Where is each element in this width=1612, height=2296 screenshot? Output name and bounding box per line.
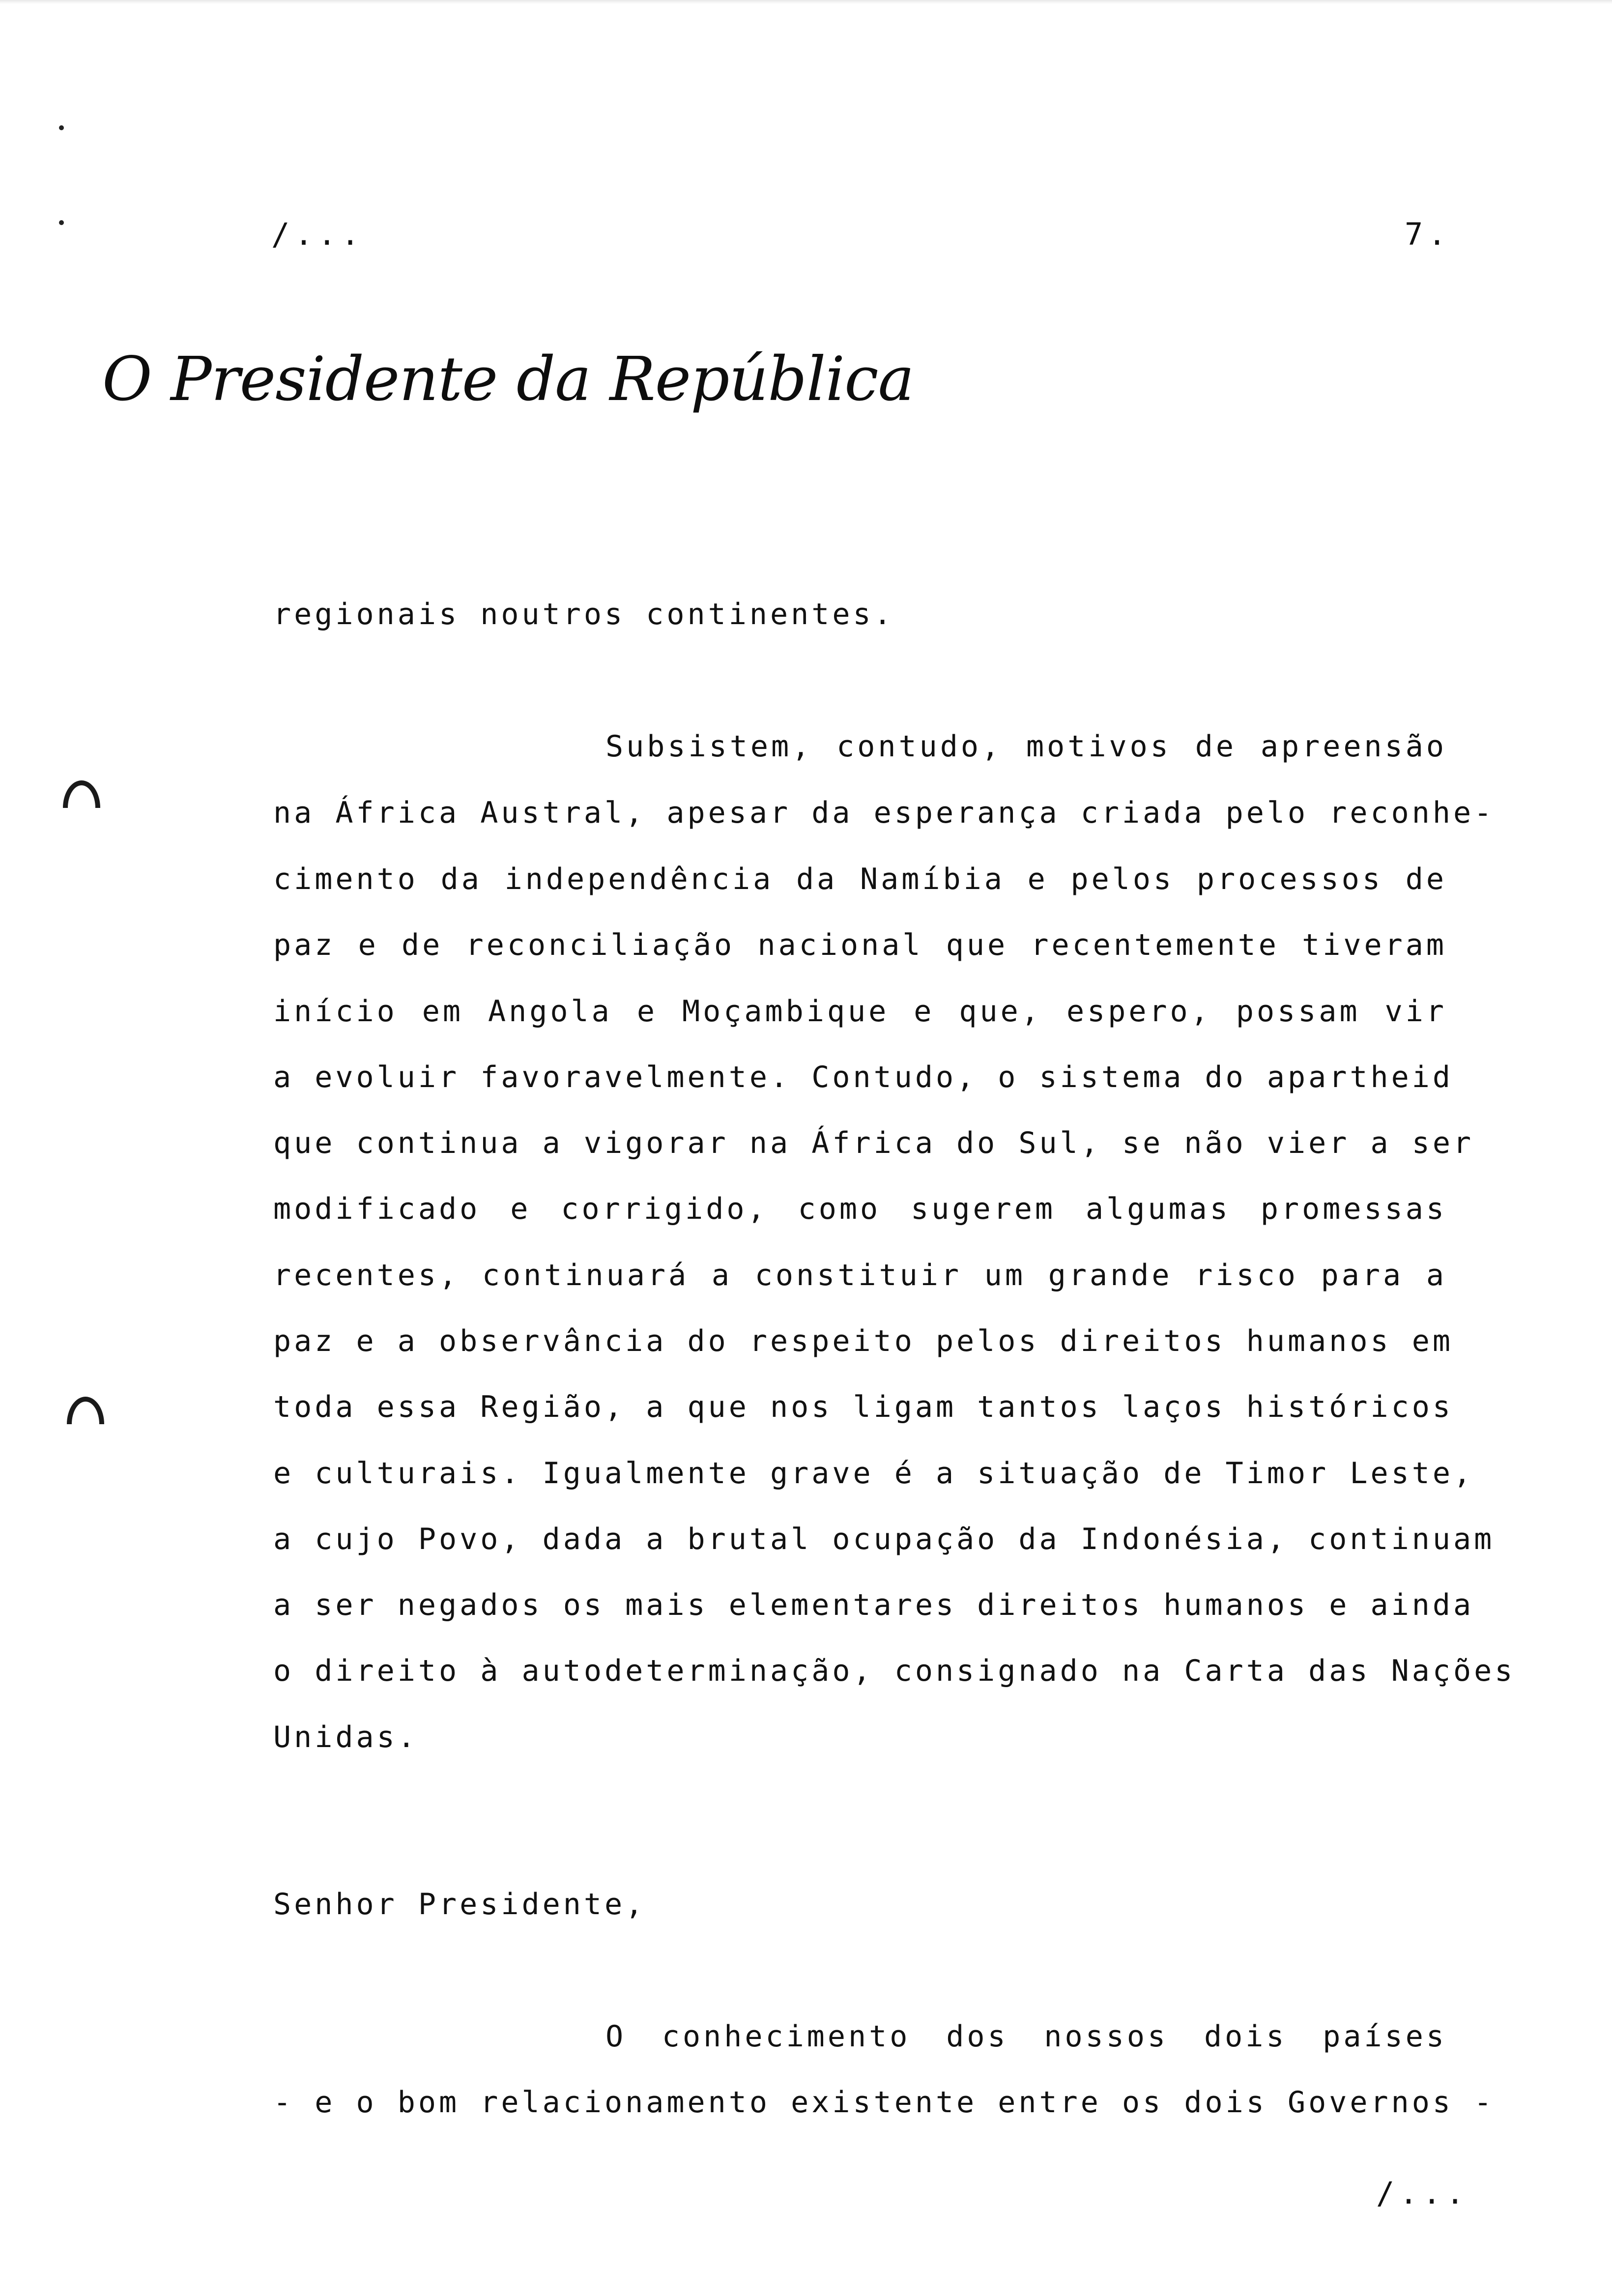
- body-line: que continua a vigorar na África do Sul, se não vier a ser: [273, 1126, 1474, 1160]
- footer-continued-marker: /...: [1376, 2175, 1469, 2211]
- body-line: início em Angola e Moçambique e que, espero, possam vir: [273, 994, 1447, 1029]
- scan-speck: [59, 125, 64, 130]
- body-line: paz e a observância do respeito pelos direitos humanos em: [273, 1324, 1454, 1358]
- body-line: O conhecimento dos nossos dois países: [605, 2019, 1447, 2054]
- salutation: Senhor Presidente,: [273, 1887, 646, 1922]
- page-continued-marker: /...: [271, 216, 365, 252]
- letterhead: O Presidente da República: [102, 344, 914, 415]
- body-line: toda essa Região, a que nos ligam tantos laços históricos: [273, 1390, 1454, 1424]
- body-line: a cujo Povo, dada a brutal ocupação da Indonésia, continuam: [273, 1522, 1495, 1556]
- body-line: a evoluir favoravelmente. Contudo, o sistema do apartheid: [273, 1060, 1454, 1094]
- body-line: modificado e corrigido, como sugerem algumas promessas: [273, 1192, 1447, 1226]
- punch-hole-mark: [63, 780, 100, 808]
- body-line: e culturais. Igualmente grave é a situação de Timor Leste,: [273, 1456, 1474, 1491]
- scan-top-edge: [0, 0, 1612, 4]
- body-line: paz e de reconciliação nacional que recentemente tiveram: [273, 928, 1447, 962]
- body-line: na África Austral, apesar da esperança criada pelo reconhe-: [273, 796, 1495, 830]
- body-line: Subsistem, contudo, motivos de apreensão: [605, 729, 1447, 764]
- body-line: recentes, continuará a constituir um grande risco para a: [273, 1258, 1447, 1292]
- body-line: a ser negados os mais elementares direitos humanos e ainda: [273, 1588, 1474, 1622]
- body-line: - e o bom relacionamento existente entre os dois Governos -: [273, 2085, 1495, 2120]
- punch-hole-mark: [67, 1397, 104, 1424]
- body-line: Unidas.: [273, 1720, 418, 1754]
- body-line: regionais noutros continentes.: [273, 597, 894, 631]
- body-line: cimento da independência da Namíbia e pelos processos de: [273, 862, 1447, 896]
- scan-speck: [59, 220, 64, 225]
- body-line: o direito à autodeterminação, consignado na Carta das Nações: [273, 1654, 1516, 1688]
- page-number: 7.: [1405, 216, 1451, 252]
